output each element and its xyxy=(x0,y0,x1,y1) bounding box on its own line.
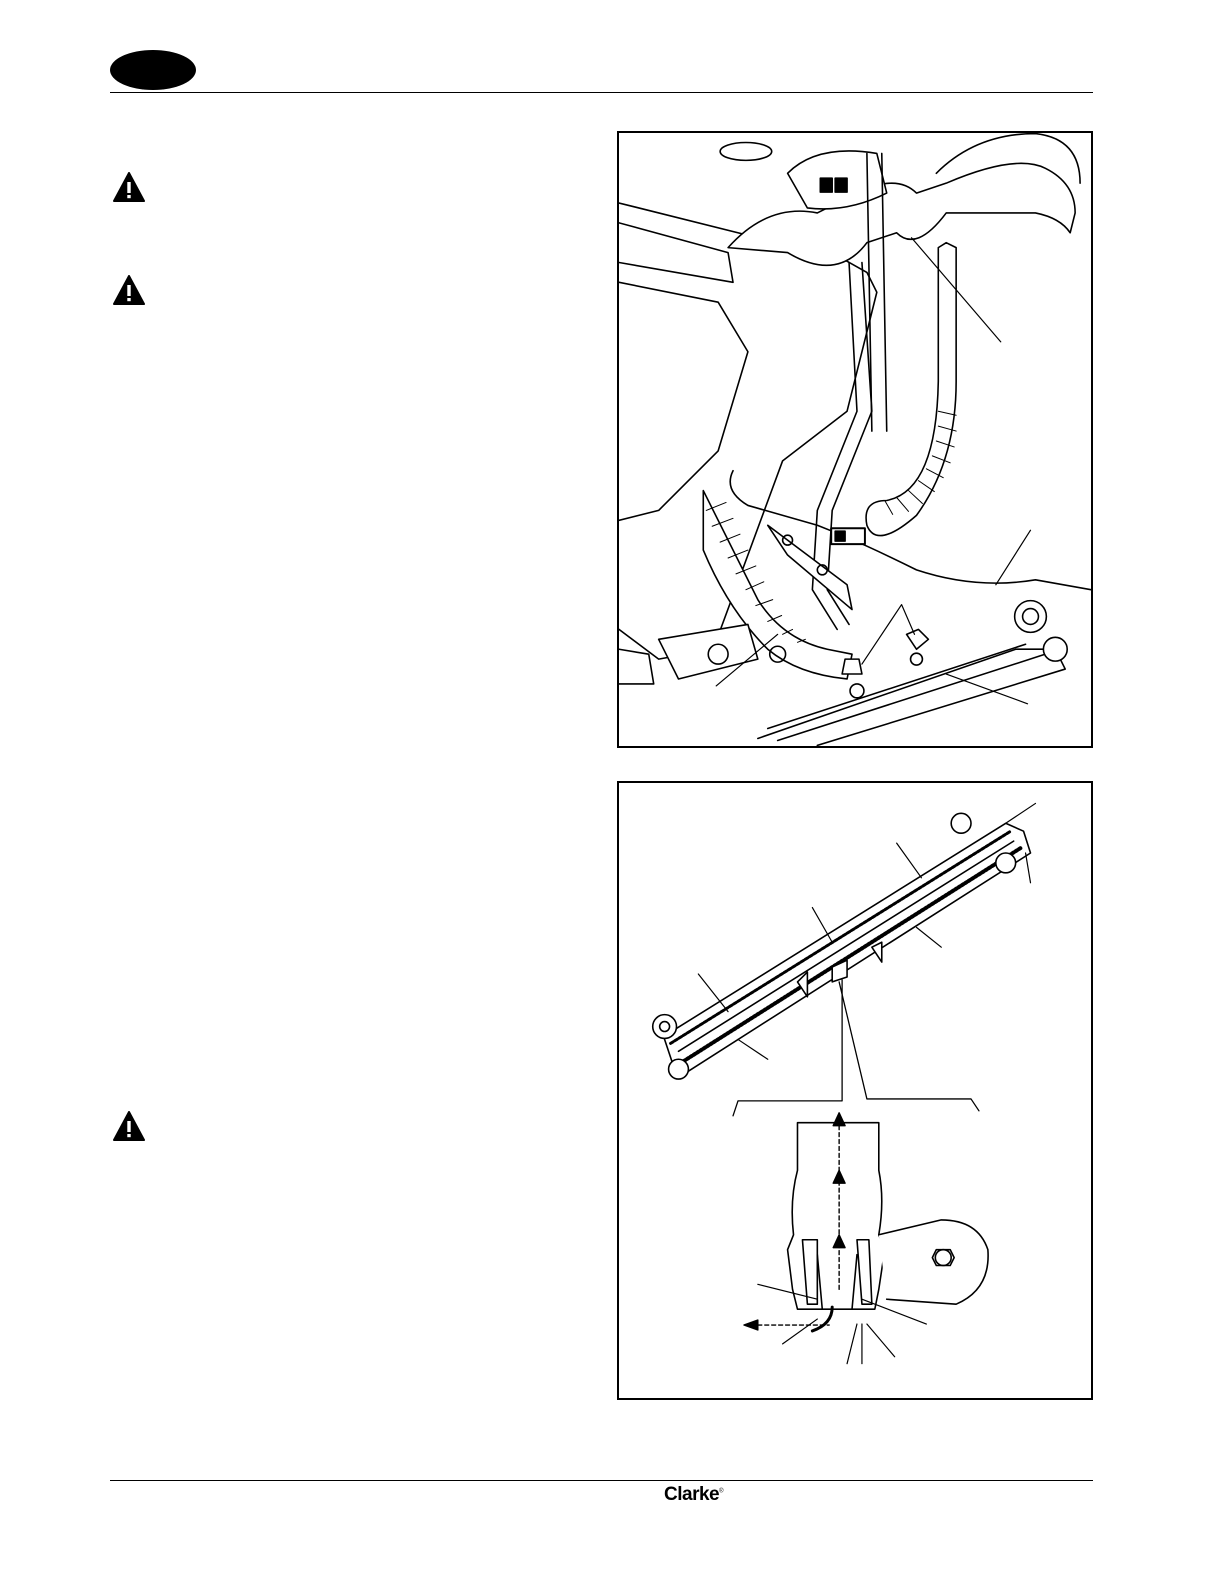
footer-rule xyxy=(110,1480,1093,1481)
squeegee-wheel xyxy=(669,1059,689,1079)
handle-bar xyxy=(728,163,1075,265)
panel-switch-icon xyxy=(820,178,832,192)
squeegee-wheel xyxy=(653,1015,677,1039)
squeegee-wheel xyxy=(996,853,1016,873)
squeegee-knob xyxy=(842,659,862,674)
warning-triangle-icon xyxy=(113,172,145,202)
recovery-hose xyxy=(866,243,956,536)
language-badge xyxy=(110,50,196,90)
lower-figure xyxy=(617,781,1093,1400)
warning-triangle-icon xyxy=(113,275,145,305)
squeegee-wheel xyxy=(1015,601,1047,633)
brand-logo: Clarke® xyxy=(664,1484,724,1505)
squeegee-blade xyxy=(671,831,1011,1043)
cross-section-detail xyxy=(744,1113,988,1331)
squeegee-wheel xyxy=(1043,637,1067,661)
warning-triangle-icon xyxy=(113,1111,145,1141)
squeegee-knob xyxy=(907,629,929,649)
squeegee-wheel xyxy=(951,813,971,833)
squeegee-frame xyxy=(664,823,1031,1071)
upper-figure xyxy=(617,131,1093,748)
squeegee-blade xyxy=(683,848,1020,1061)
panel-switch-icon xyxy=(835,178,847,192)
header-rule xyxy=(110,92,1093,93)
cross-section-wheel xyxy=(879,1220,988,1304)
